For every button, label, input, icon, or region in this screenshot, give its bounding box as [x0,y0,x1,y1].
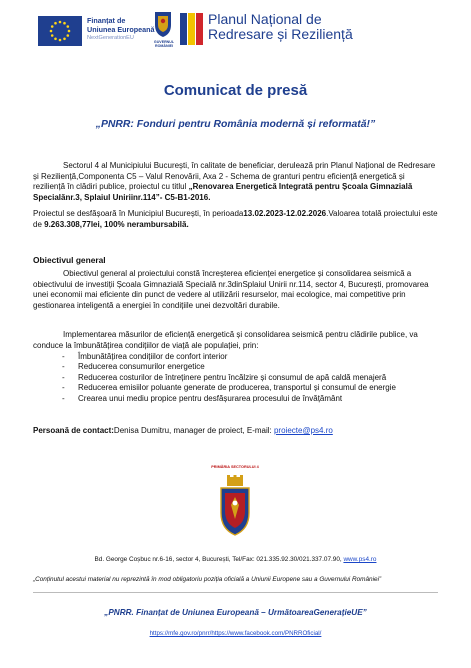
disclaimer: „Conținutul acestui material nu reprezintă în mod obligatoriu poziția oficială a Uniunii Europene sau a Guvernului României” [33,576,382,583]
measures-intro: Implementarea măsurilor de eficiență energetică și consolidarea seismică pentru clădirile publice, va conduce la îmbunătățirea condițiilor de viață ale populației, prin: [33,330,418,350]
page-subtitle: „PNRR: Fonduri pentru România modernă și reformată!” [95,119,376,130]
page-title: Comunicat de presă [163,82,308,99]
contact-line: Persoană de contact:Denisa Dumitru, manager de proiect, E-mail: proiecte@ps4.ro [33,426,333,435]
section-heading: Obiectivul general [33,255,106,265]
contact-label: Persoană de contact: [33,426,114,435]
list-item: - Reducerea emisiilor poluante generate de producerea, transportul și consumul de energie [62,383,396,393]
contact-email-link[interactable]: proiecte@ps4.ro [273,426,333,435]
sector4-coat-of-arms-icon [215,473,255,541]
romania-crest-icon [152,10,174,38]
sector4-crest [205,465,265,545]
eu-funding-label: Finanțat de Uniunea Europeană NextGenerationEU [87,16,155,42]
intro-paragraph: Sectorul 4 al Municipiului București, în calitate de beneficiar, derulează prin Planul Național de Redresare și Reziliență,Componenta C5 – Valul Renovării, Axa 2 - Schema de granturi pentru eficiență energetică și reziliență în clădiri publice, proiectul cu titlul „Renovarea Energetică Integrată pentru Școala Gimnazială Specialănr.3, Splaiul Uniriinr.114”- C5-B1-2016. [33,161,436,203]
divider [33,592,438,593]
pnrr-tricolor-icon [178,11,204,47]
pnrr-logo-text: Planul Național de Redresare și Reziliență [208,11,353,42]
footer-link[interactable]: https://mfe.gov.ro/pnrr/https://www.facebook.com/PNRROficial/ [149,630,322,637]
objective-paragraph: Obiectivul general al proiectului constă încreșterea eficienței energetice și consolidarea seismică a obiectivului de investiții Școala Gimnazială Specială nr.3dinSplaiul Unirii nr.114, sector 4, București, promovarea unei economii mai eficiente din punct de vedere al utilizării resurselor, mai ecologice, mai competitive prin gestionarea inteligentă a energiei în condițiile unei dezvoltări durabile. [33,269,429,311]
header [0,0,471,66]
intro-paragraph-2: Proiectul se desfășoară în Municipiul București, în perioada13.02.2023-12.02.2026.Valoarea totală proiectului este de 9.263.308,77lei, 100% nerambursabilă. [33,209,438,229]
crest-label: PRIMĂRIA SECTORULUI 4 [211,465,259,469]
address-line: Bd. George Coșbuc nr.6-16, sector 4, București, Tel/Fax: 021.335.92.30/021.337.07.90, www.ps4.ro [94,556,377,563]
list-item: - Crearea unui mediu propice pentru desfășurarea procesului de învățământ [62,394,396,404]
gov-label: GUVERNUL ROMÂNIEI [153,40,175,48]
measures-list [62,352,396,404]
footer-links [0,630,471,637]
eu-flag-icon [38,16,82,46]
footer-slogan: „PNRR. Finanțat de Uniunea Europeană – UrmătoareaGenerațieUE” [104,608,367,617]
list-item: - Reducerea costurilor de întreținere pentru încălzire și consumul de apă caldă menajeră [62,373,396,383]
list-item: - Reducerea consumurilor energetice [62,362,396,372]
list-item: - Îmbunătățirea condițiilor de confort interior [62,352,396,362]
website-link[interactable]: www.ps4.ro [343,556,377,563]
